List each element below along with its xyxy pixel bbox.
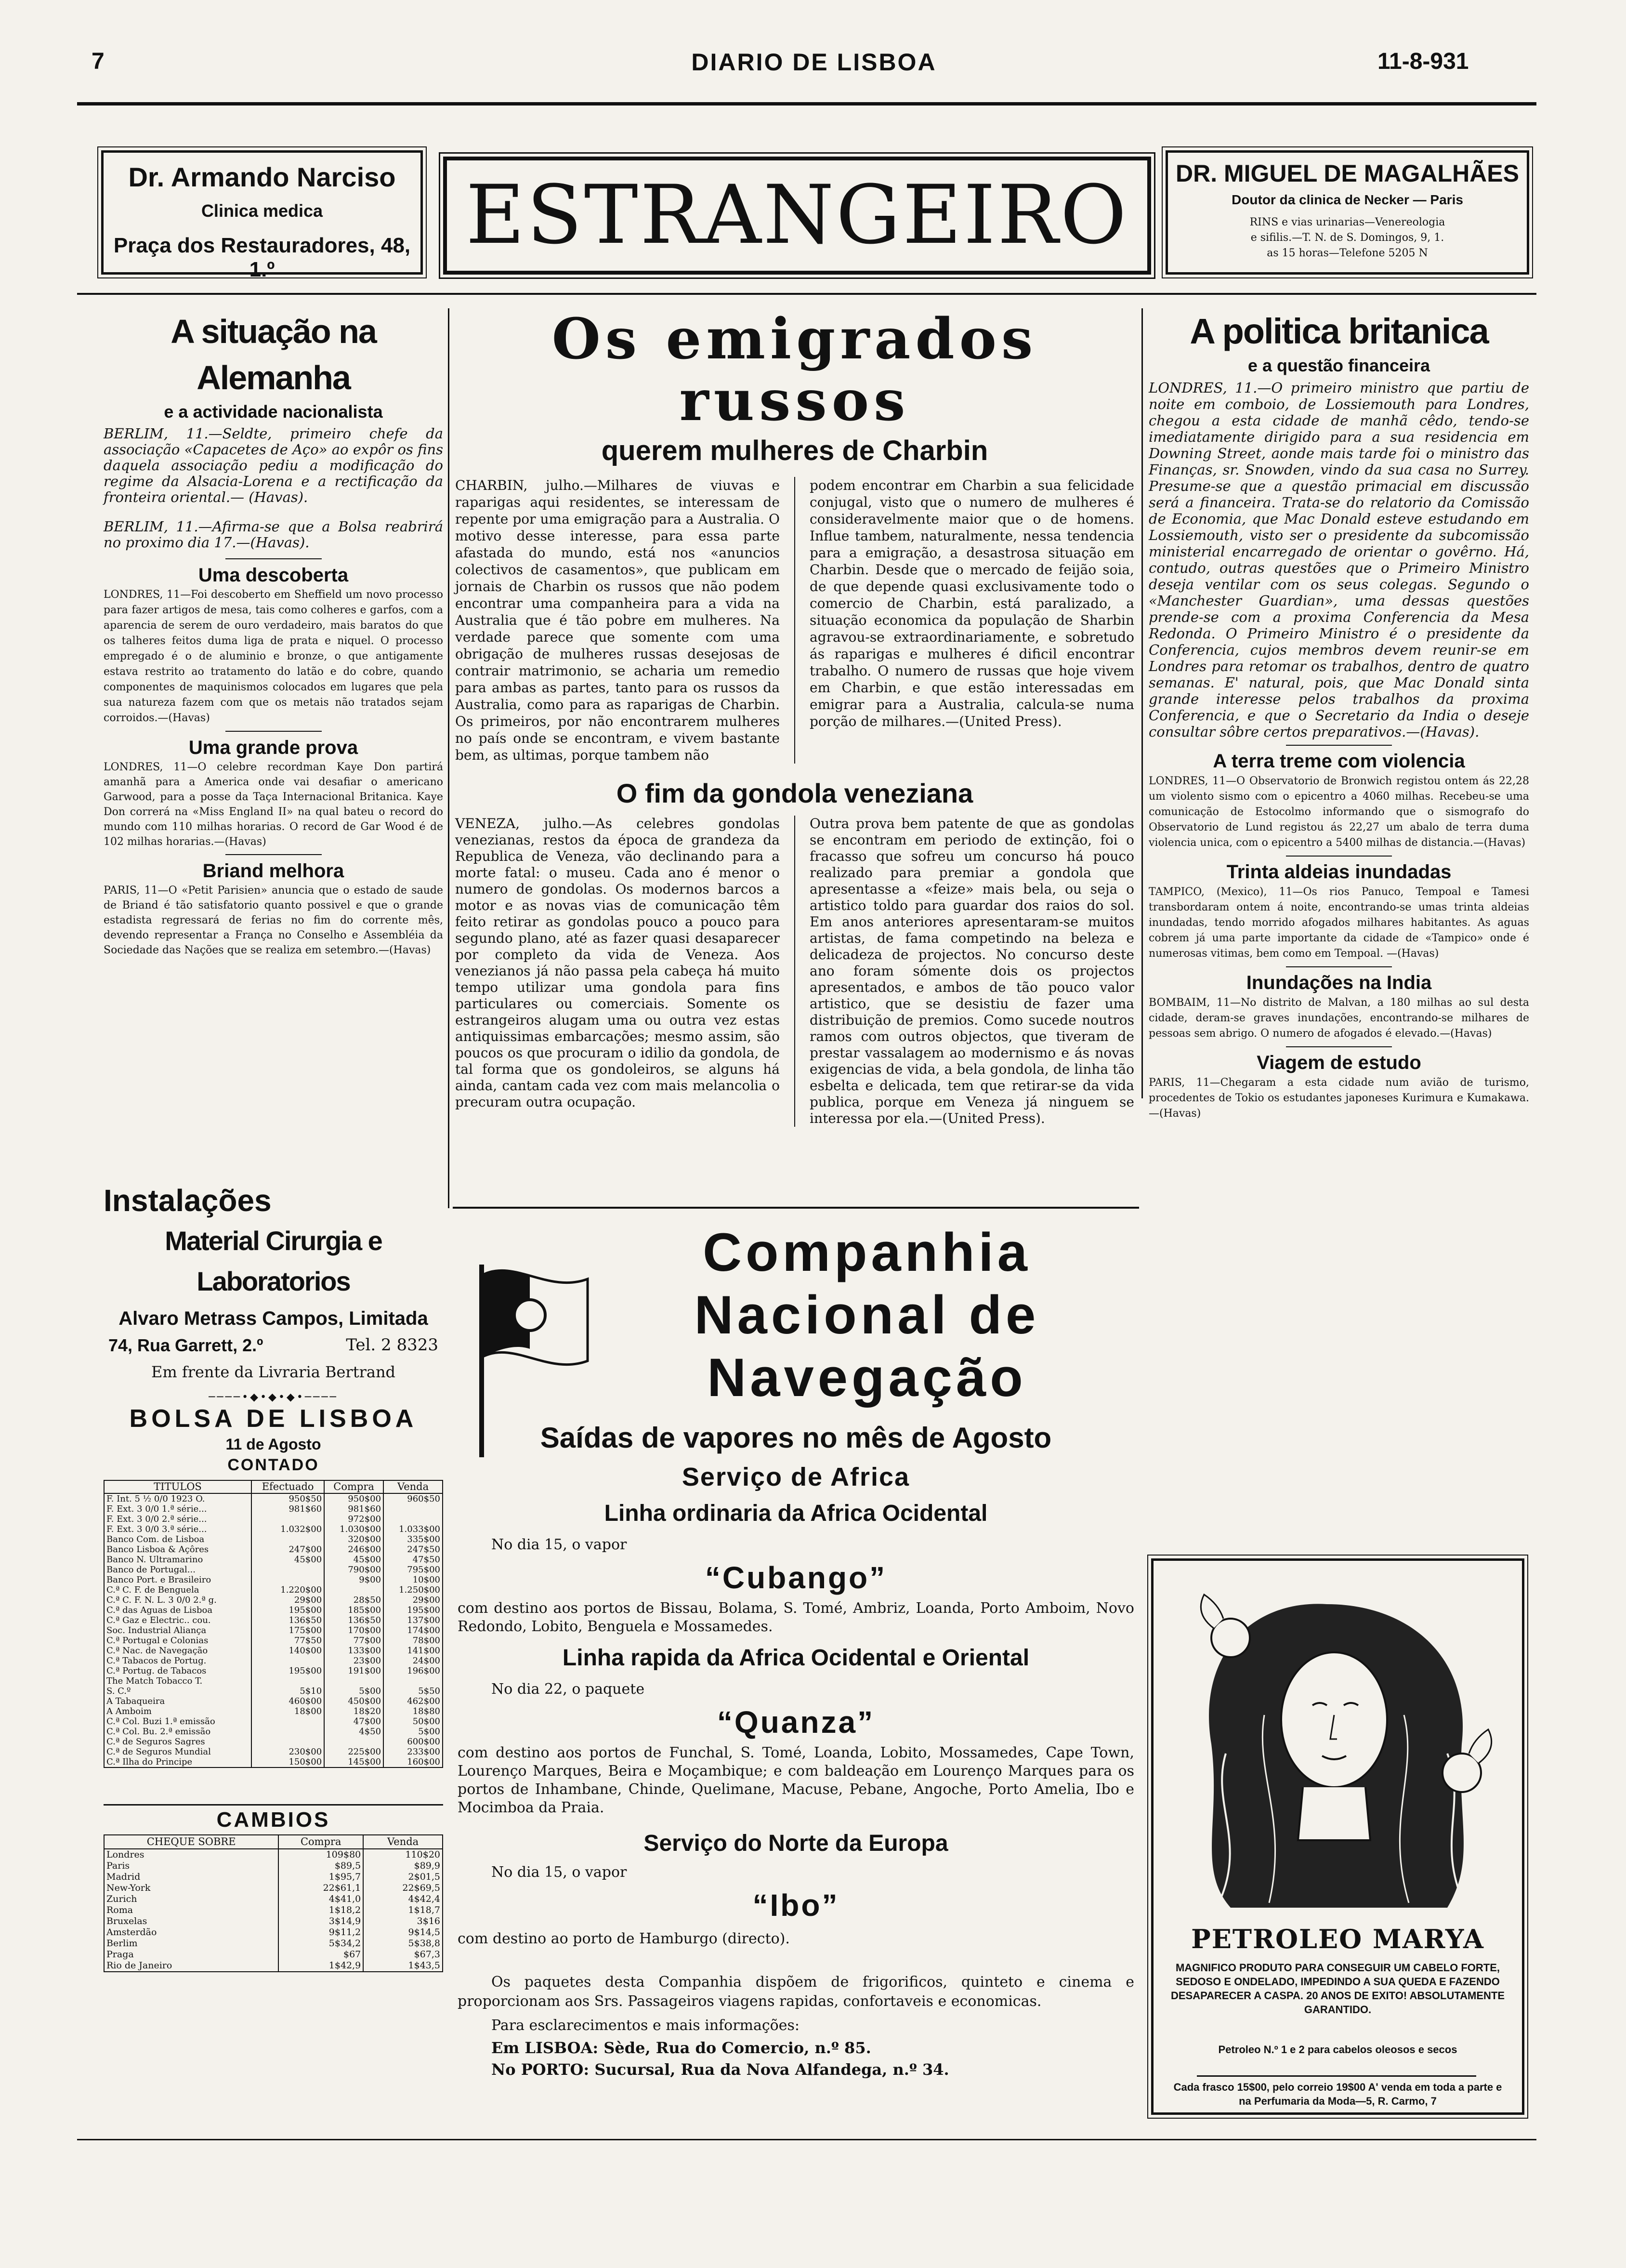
- ad-marya: [1151, 1558, 1524, 2115]
- divider: [225, 558, 322, 559]
- ad-narciso: [101, 150, 423, 281]
- cambios-cell: 3$14,9: [278, 1916, 363, 1927]
- bolsa-cell: F. Int. 5 ½ 0/0 1923 O.: [104, 1493, 251, 1504]
- bolsa-cell: C.ª C. F. de Benguela: [104, 1585, 251, 1595]
- bolsa-cell: C.ª Portug. de Tabacos: [104, 1666, 251, 1676]
- bolsa-cell: 45$00: [324, 1555, 383, 1565]
- bolsa-cell: 247$50: [383, 1544, 443, 1555]
- bolsa-cell: 77$00: [324, 1635, 383, 1646]
- divider: [1286, 1046, 1392, 1047]
- bolsa-cell: 174$00: [383, 1625, 443, 1635]
- bolsa-cell: Banco Com. de Lisboa: [104, 1534, 251, 1544]
- bolsa-table: [104, 1480, 443, 1768]
- ad-instalacoes-near: Em frente da Livraria Bertrand: [151, 1363, 396, 1381]
- bolsa-row: [104, 1696, 443, 1706]
- cambios-cell: New-York: [104, 1883, 278, 1894]
- bolsa-cell: 335$00: [383, 1534, 443, 1544]
- bolsa-cell: 185$00: [324, 1605, 383, 1615]
- bolsa-date: 11 de Agosto: [225, 1436, 321, 1453]
- cambios-header-cell: Venda: [363, 1835, 443, 1849]
- bolsa-cell: 140$00: [251, 1646, 324, 1656]
- header-rule: [77, 102, 1536, 105]
- bolsa-cell: 133$00: [324, 1646, 383, 1656]
- cambios-header-cell: CHEQUE SOBRE: [104, 1835, 278, 1849]
- cambios-top-rule: [104, 1804, 443, 1806]
- article-race-title: Uma grande prova: [188, 737, 358, 758]
- cambios-row: [104, 1894, 443, 1905]
- bolsa-row: [104, 1747, 443, 1757]
- bolsa-section: [104, 1392, 443, 1768]
- ad-narciso-name: Dr. Armando Narciso: [128, 162, 396, 192]
- bolsa-cell: 18$00: [251, 1706, 324, 1716]
- bolsa-cell: 320$00: [324, 1534, 383, 1544]
- bolsa-row: [104, 1524, 443, 1534]
- cambios-row: [104, 1849, 443, 1860]
- bolsa-cell: [383, 1504, 443, 1514]
- bolsa-cell: [251, 1534, 324, 1544]
- cambios-cell: Londres: [104, 1849, 278, 1860]
- bolsa-row: [104, 1656, 443, 1666]
- bolsa-row: [104, 1757, 443, 1767]
- ad-companhia-desc3: com destino ao porto de Hamburgo (directo).: [458, 1930, 790, 1947]
- bolsa-row: [104, 1565, 443, 1575]
- ad-companhia-date2: No dia 22, o paquete: [491, 1681, 645, 1698]
- cambios-row: [104, 1960, 443, 1972]
- cambios-cell: Madrid: [104, 1872, 278, 1883]
- ad-narciso-address: Praça dos Restauradores, 48, 1.º: [113, 234, 411, 281]
- column-right: [1149, 308, 1529, 1126]
- bolsa-cell: 24$00: [383, 1656, 443, 1666]
- bolsa-cell: 195$00: [251, 1666, 324, 1676]
- cambios-title: CAMBIOS: [216, 1808, 330, 1832]
- bolsa-cell: F. Ext. 3 0/0 3.ª série...: [104, 1524, 251, 1534]
- bolsa-cell: C.ª Col. Buzi 1.ª emissão: [104, 1716, 251, 1727]
- article-germany-subtitle: e a actividade nacionalista: [164, 402, 383, 422]
- cambios-cell: Zurich: [104, 1894, 278, 1905]
- article-britain-subtitle: e a questão financeira: [1247, 356, 1430, 375]
- bolsa-cell: 225$00: [324, 1747, 383, 1757]
- ad-instalacoes-line1: Material Cirurgia e Laboratorios: [165, 1226, 382, 1296]
- bolsa-cell: 972$00: [324, 1514, 383, 1524]
- bolsa-row: [104, 1585, 443, 1595]
- bolsa-cell: 5$00: [324, 1686, 383, 1696]
- ad-companhia-service2: Serviço do Norte da Europa: [643, 1831, 948, 1856]
- bolsa-cell: 1.250$00: [383, 1585, 443, 1595]
- cambios-row: [104, 1905, 443, 1916]
- cambios-row: [104, 1872, 443, 1883]
- ad-companhia-desc1: com destino aos portos de Bissau, Bolama, S. Tomé, Ambriz, Loanda, Porto Amboim, Novo Redondo, Lobito, Benguela e Mossamedes.: [458, 1600, 1134, 1635]
- bolsa-cell: 28$50: [324, 1595, 383, 1605]
- bolsa-cell: 981$60: [324, 1504, 383, 1514]
- bolsa-ornament: ────•◆•◆•◆•────: [209, 1391, 338, 1403]
- bolsa-cell: 4$50: [324, 1727, 383, 1737]
- ad-instalacoes-title: Instalações: [104, 1183, 272, 1218]
- bolsa-cell: 233$00: [383, 1747, 443, 1757]
- ad-magalhaes-line2: RINS e vias urinarias—Venereologia: [1249, 216, 1445, 228]
- bolsa-cell: 18$20: [324, 1706, 383, 1716]
- page-header: [0, 48, 1626, 77]
- article-britain-text: LONDRES, 11.—O primeiro ministro que partiu de noite em comboio, de Lossiemouth para Londres, chegou a esta cidade de manhã cêdo, tendo-se imediatamente dirigido para a sua residencia em Downing Street, aonde mais tarde foi o ministro das Finanças, sr. Snowden, vindo da sua casa no Surrey. Presume-se que a questão primacial em discussão será a financeira. Trata-se do relatorio da Comissão de Economia, que Mac Donald esteve estudando em Lossiemouth, visto ser o presidente da subcomissão ministerial encarregado de orientar o govêrno. Há, contudo, outras questões que o Primeiro Ministro deseja ventilar com os seus colegas. Segundo o «Manchester Guardian», uma dessas questões prende-se com a proxima Conferencia da Mesa Redonda. O Primeiro Ministro é o presidente da Conferencia, cujos membros devem reunir-se em Londres para retomar os trabalhos, dentro de quatro semanas. E' natural, pois, que Mac Donald sinta grande interesse pelos trabalhos da proxima Conferencia, e que o Secretario da India o deseje consultar sôbre certos preparativos.—(Havas).: [1149, 380, 1529, 740]
- ad-companhia-top-rule: [453, 1207, 1139, 1209]
- bolsa-row: [104, 1727, 443, 1737]
- page-number: 7: [92, 49, 105, 74]
- bolsa-cell: C.ª de Seguros Sagres: [104, 1737, 251, 1747]
- bolsa-cell: 29$00: [251, 1595, 324, 1605]
- bolsa-row: [104, 1716, 443, 1727]
- bolsa-cell: 141$00: [383, 1646, 443, 1656]
- ad-companhia-desc2: com destino aos portos de Funchal, S. Tomé, Loanda, Lobito, Mossamedes, Cape Town, Lourenço Marques, Beira e Moçambique; e com baldeação em Lourenço Marques para os portos de Inhambane, Chinde, Quelimane, Macuse, Pebane, Angoche, Porto Amelia, Ibo e Mocimboa da Praia.: [458, 1744, 1134, 1816]
- bolsa-cell: 47$50: [383, 1555, 443, 1565]
- bolsa-cell: Banco Lisboa & Açôres: [104, 1544, 251, 1555]
- ad-marya-variants: Petroleo N.º 1 e 2 para cabelos oleosos e secos: [1218, 2044, 1457, 2056]
- bolsa-cell: 50$00: [383, 1716, 443, 1727]
- article-india-title: Inundações na India: [1246, 972, 1432, 993]
- cambios-cell: 5$34,2: [278, 1938, 363, 1949]
- bolsa-cell: [383, 1514, 443, 1524]
- cambios-cell: Rio de Janeiro: [104, 1960, 278, 1972]
- cambios-cell: $67,3: [363, 1949, 443, 1960]
- ad-companhia-info: Para esclarecimentos e mais informações:: [491, 2017, 800, 2034]
- bolsa-cell: 137$00: [383, 1615, 443, 1625]
- bolsa-cell: C.ª Ilha do Principe: [104, 1757, 251, 1767]
- cambios-cell: 110$20: [363, 1849, 443, 1860]
- article-russians-col-b: podem encontrar em Charbin a sua felicidade conjugal, visto que o numero de mulheres é consideravelmente maior que o de homens. Influe tambem, naturalmente, nessa tendencia para a emigração, a desastrosa situação em Charbin. Desde que o mercado de feijão soia, de que depende quasi exclusivamente todo o comercio de Charbin, está paralizado, a situação economica da população de Sharbin agravou-se extraordinariamente, e sobretudo ás raparigas e mulheres é dificil encontrar trabalho. O numero de russas que hoje vivem em Charbin, e que estão interessadas em emigrar para a Australia, calcula-se numa porção de milhares.—(United Press).: [810, 477, 1134, 729]
- bolsa-cell: 195$00: [383, 1605, 443, 1615]
- column-left: [104, 308, 443, 963]
- bolsa-cell: 960$50: [383, 1493, 443, 1504]
- bolsa-cell: 600$00: [383, 1737, 443, 1747]
- bolsa-row: [104, 1706, 443, 1716]
- article-germany-p2: BERLIM, 11.—Afirma-se que a Bolsa reabrirá no proximo dia 17.—(Havas).: [104, 518, 443, 551]
- bolsa-cell: 160$00: [383, 1757, 443, 1767]
- article-britain-title: A politica britanica: [1190, 311, 1488, 351]
- bolsa-cell: C.ª Col. Bu. 2.ª emissão: [104, 1727, 251, 1737]
- cambios-cell: $89,9: [363, 1860, 443, 1872]
- bolsa-row: [104, 1646, 443, 1656]
- bolsa-cell: 9$00: [324, 1575, 383, 1585]
- bolsa-cell: [324, 1737, 383, 1747]
- bolsa-cell: Banco N. Ultramarino: [104, 1555, 251, 1565]
- bolsa-cell: [251, 1565, 324, 1575]
- ad-magalhaes: [1166, 150, 1529, 275]
- bolsa-cell: 23$00: [324, 1656, 383, 1666]
- article-russians-col-a: CHARBIN, julho.—Milhares de viuvas e raparigas aqui residentes, se interessam de repente por uma emigração para a Australia. O motivo desse interesse, para essa parte afastada do mundo, está nos «anuncios colectivos de casamentos», que publicam em jornais de Charbin os russos que não podem encontrar uma companheira para a vida na Australia que é tão pobre em mulheres. Na verdade parece que somente com uma obrigação de mulheres russas desejosas de contrair matrimonio, se acharia um remedio para ambas as partes, tanto para os russos da Australia, como para as raparigas de Charbin. Os primeiros, por não encontrarem mulheres no país onde se encontram, e vivem bastante bem, as ultimas, porque tambem não: [455, 477, 780, 763]
- ad-magalhaes-name: DR. MIGUEL DE MAGALHÃES: [1176, 160, 1519, 187]
- ad-companhia-line1: Linha ordinaria da Africa Ocidental: [604, 1501, 988, 1526]
- bolsa-cell: 462$00: [383, 1696, 443, 1706]
- bolsa-row: [104, 1635, 443, 1646]
- bolsa-cell: 950$00: [324, 1493, 383, 1504]
- section-title-box: [443, 157, 1151, 275]
- bolsa-cell: 45$00: [251, 1555, 324, 1565]
- bolsa-cell: A Amboim: [104, 1706, 251, 1716]
- bolsa-cell: 1.032$00: [251, 1524, 324, 1534]
- article-trip-title: Viagem de estudo: [1257, 1052, 1421, 1073]
- ad-companhia-lisboa: Em LISBOA: Sède, Rua do Comercio, n.º 85.: [491, 2039, 871, 2057]
- bolsa-row: [104, 1544, 443, 1555]
- bolsa-cell: 460$00: [251, 1696, 324, 1706]
- bolsa-cell: [251, 1676, 324, 1686]
- cambios-cell: 9$11,2: [278, 1927, 363, 1938]
- bolsa-cell: 1.220$00: [251, 1585, 324, 1595]
- column-center: [455, 308, 1134, 1127]
- ad-companhia-name1: Companhia: [703, 1222, 1031, 1282]
- cambios-cell: 1$43,5: [363, 1960, 443, 1972]
- cambios-section: [104, 1804, 443, 1972]
- cambios-cell: 1$95,7: [278, 1872, 363, 1883]
- bolsa-cell: C.ª Gaz e Electric.. cou.: [104, 1615, 251, 1625]
- cambios-cell: Paris: [104, 1860, 278, 1872]
- ad-companhia: [453, 1207, 1139, 2132]
- cambios-row: [104, 1860, 443, 1872]
- bolsa-cell: 230$00: [251, 1747, 324, 1757]
- ad-marya-brand: PETROLEO MARYA: [1191, 1924, 1484, 1954]
- ad-companhia-note: Os paquetes desta Companhia dispõem de frigorificos, quinteto e cinema e proporcionam aos Srs. Passageiros viagens rapidas, confortaveis e economicas.: [458, 1974, 1134, 2010]
- bolsa-cell: 136$50: [251, 1615, 324, 1625]
- cambios-cell: 2$01,5: [363, 1872, 443, 1883]
- bolsa-title: BOLSA DE LISBOA: [129, 1405, 418, 1433]
- bolsa-cell: [251, 1716, 324, 1727]
- ad-narciso-specialty: Clinica medica: [201, 201, 323, 221]
- article-discovery-title: Uma descoberta: [198, 565, 349, 586]
- bolsa-row: [104, 1555, 443, 1565]
- cambios-cell: Bruxelas: [104, 1916, 278, 1927]
- bolsa-cell: 175$00: [251, 1625, 324, 1635]
- bolsa-cell: [251, 1737, 324, 1747]
- article-briand-text: PARIS, 11—O «Petit Parisien» anuncia que o estado de saude de Briand é tão satisfatorio quanto possivel e que o grande estadista regressará de ferias no fim do corrente mês, devendo representar a França no Conselho e Assembléia da Sociedade das Nações que se realiza em setembro.—(Havas): [104, 884, 443, 956]
- bolsa-cell: 29$00: [383, 1595, 443, 1605]
- bolsa-cell: [251, 1727, 324, 1737]
- bolsa-row: [104, 1666, 443, 1676]
- ad-companhia-service1: Serviço de Africa: [682, 1463, 910, 1491]
- bolsa-row: [104, 1625, 443, 1635]
- cambios-row: [104, 1938, 443, 1949]
- ad-instalacoes: [104, 1180, 443, 1383]
- cambios-cell: Berlim: [104, 1938, 278, 1949]
- divider: [1286, 745, 1392, 746]
- bolsa-cell: [251, 1656, 324, 1666]
- article-gondola-col-a: VENEZA, julho.—As celebres gondolas venezianas, restos da época de grandeza da Republica de Veneza, vão declinando para a morte fatal: o museu. Cada ano é menor o numero de gondolas. Os modernos barcos a motor e as novas vias de comunicação têm feito retirar as gondolas pouco a pouco para segundo plano, até as fazer quasi desaparecer por completo da vida de Veneza. Aos venezianos já não passa pela cabeça há muito tempo utilizar uma gondola para fins particulares ou comerciais. Somente os estrangeiros alugam uma ou outra vez estas antiquissimas embarcações; mesmo assim, são poucos os que procuram o idilio da gondola, de tal forma que os gondoleiros, se alguns há ainda, cantam cada vez com mais melancolia o precuram outra ocupação.: [455, 816, 780, 1110]
- bolsa-cell: 247$00: [251, 1544, 324, 1555]
- cambios-row: [104, 1949, 443, 1960]
- bolsa-cell: 170$00: [324, 1625, 383, 1635]
- bolsa-cell: [324, 1676, 383, 1686]
- article-germany-p1: BERLIM, 11.—Seldte, primeiro chefe da associação «Capacetes de Aço» ao expôr os fins daquela associação pediu a modificação do regime da Alsacia-Lorena e a rectificação da fronteira oriental.— (Havas).: [104, 425, 443, 505]
- cambios-cell: 3$16: [363, 1916, 443, 1927]
- cambios-cell: 5$38,8: [363, 1938, 443, 1949]
- col-divider-1: [448, 308, 449, 1208]
- bolsa-cell: 950$50: [251, 1493, 324, 1504]
- bolsa-cell: 18$80: [383, 1706, 443, 1716]
- col-divider-2: [1141, 308, 1143, 1098]
- bolsa-cell: 981$60: [251, 1504, 324, 1514]
- bolsa-header-cell: TITULOS: [104, 1480, 251, 1493]
- cambios-cell: 9$14,5: [363, 1927, 443, 1938]
- bolsa-cell: 5$10: [251, 1686, 324, 1696]
- bolsa-cell: C.ª Nac. de Navegação: [104, 1646, 251, 1656]
- ad-companhia-line2: Linha rapida da Africa Ocidental e Oriental: [562, 1645, 1030, 1671]
- cambios-cell: Praga: [104, 1949, 278, 1960]
- bolsa-cell: The Match Tobacco T.: [104, 1676, 251, 1686]
- article-villages-text: TAMPICO, (Mexico), 11—Os rios Panuco, Tempoal e Tamesi transbordaram ontem á noite, encontrando-se umas trinta aldeias inundadas, tendo morrido afogados milhares habitantes. As aguas cobrem já uma parte importante da cidade de «Tampico» onde é numerosas vitimas, bem como em Tempoal. —(Havas): [1149, 886, 1529, 960]
- cambios-cell: 4$41,0: [278, 1894, 363, 1905]
- article-germany-title: A situação na Alemanha: [170, 313, 376, 396]
- bolsa-cell: 191$00: [324, 1666, 383, 1676]
- bolsa-cell: 196$00: [383, 1666, 443, 1676]
- ad-companhia-date3: No dia 15, o vapor: [491, 1864, 627, 1881]
- cambios-table: [104, 1834, 443, 1972]
- bolsa-cell: F. Ext. 3 0/0 1.ª série...: [104, 1504, 251, 1514]
- ad-companhia-date1: No dia 15, o vapor: [491, 1536, 627, 1553]
- ad-companhia-ship3: “Ibo”: [752, 1888, 839, 1923]
- article-quake-text: LONDRES, 11—O Observatorio de Bronwich registou ontem ás 22,28 um violento sismo com o epicentro a 4060 milhas. Recebeu-se uma comunicação de Estocolmo informando que o sismografo do Observatorio de Lund registou ás 22,27 um abalo de terra duma violencia unica, com o epicentro a 5400 milhas de distancia.—(Havas): [1149, 775, 1529, 849]
- ad-marya-price: Cada frasco 15$00, pelo correio 19$00 A' venda em toda a parte e na Perfumaria da Moda—5, R. Carmo, 7: [1173, 2081, 1502, 2107]
- cambios-row: [104, 1916, 443, 1927]
- woman-hair-illustration: [1168, 1570, 1510, 1917]
- bolsa-cell: C.ª Portugal e Colonias: [104, 1635, 251, 1646]
- bolsa-row: [104, 1686, 443, 1696]
- ad-companhia-name2: Nacional de: [694, 1285, 1040, 1345]
- bolsa-row: [104, 1615, 443, 1625]
- cambios-cell: 1$18,7: [363, 1905, 443, 1916]
- bolsa-cell: 795$00: [383, 1565, 443, 1575]
- bolsa-cell: [383, 1676, 443, 1686]
- cambios-cell: 109$80: [278, 1849, 363, 1860]
- bolsa-cell: 47$00: [324, 1716, 383, 1727]
- bolsa-cell: A Tabaqueira: [104, 1696, 251, 1706]
- ad-magalhaes-line3: e sifilis.—T. N. de S. Domingos, 9, 1.: [1250, 232, 1444, 244]
- cambios-cell: Amsterdão: [104, 1927, 278, 1938]
- bolsa-cell: 1.030$00: [324, 1524, 383, 1534]
- bolsa-cell: C.ª das Aguas de Lisboa: [104, 1605, 251, 1615]
- ad-magalhaes-line1: Doutor da clinica de Necker — Paris: [1232, 192, 1463, 207]
- article-trip-text: PARIS, 11—Chegaram a esta cidade num avião de turismo, procedentes de Tokio os estudantes japoneses Kurimura e Kumakawa. —(Havas): [1149, 1077, 1529, 1120]
- cambios-cell: 4$42,4: [363, 1894, 443, 1905]
- ad-companhia-headline: Saídas de vapores no mês de Agosto: [540, 1422, 1052, 1454]
- bolsa-cell: Banco Port. e Brasileiro: [104, 1575, 251, 1585]
- bolsa-row: [104, 1676, 443, 1686]
- bolsa-row: [104, 1737, 443, 1747]
- ad-instalacoes-tel: Tel. 2 8323: [346, 1335, 438, 1355]
- cambios-cell: $89,5: [278, 1860, 363, 1872]
- bottom-rule: [77, 2139, 1536, 2140]
- bolsa-cell: 78$00: [383, 1635, 443, 1646]
- bolsa-row: [104, 1493, 443, 1504]
- ad-magalhaes-line4: as 15 horas—Telefone 5205 N: [1267, 247, 1428, 259]
- bolsa-cell: 5$50: [383, 1686, 443, 1696]
- bolsa-cell: C.ª Tabacos de Portug.: [104, 1656, 251, 1666]
- article-india-text: BOMBAIM, 11—No distrito de Malvan, a 180 milhas ao sul desta cidade, deram-se graves inundações, encontrando-se milhares de pessoas sem abrigo. O numero de afogados é elevado.—(Havas): [1149, 997, 1529, 1040]
- bolsa-cell: 790$00: [324, 1565, 383, 1575]
- bolsa-cell: 136$50: [324, 1615, 383, 1625]
- article-quake-title: A terra treme com violencia: [1213, 751, 1465, 772]
- bolsa-cell: 150$00: [251, 1757, 324, 1767]
- cambios-cell: 22$61,1: [278, 1883, 363, 1894]
- bolsa-cell: S. C.º: [104, 1686, 251, 1696]
- bolsa-row: [104, 1514, 443, 1524]
- divider: [1286, 856, 1392, 857]
- bolsa-cell: 246$00: [324, 1544, 383, 1555]
- ad-marya-rule: [1197, 2075, 1476, 2077]
- bolsa-cell: 10$00: [383, 1575, 443, 1585]
- bolsa-row: [104, 1534, 443, 1544]
- issue-date: 11-8-931: [1377, 49, 1469, 74]
- ad-instalacoes-line2: Alvaro Metrass Campos, Limitada: [118, 1308, 428, 1329]
- article-gondola-title: O fim da gondola veneziana: [616, 778, 973, 808]
- cambios-cell: Roma: [104, 1905, 278, 1916]
- inner-divider: [794, 816, 795, 1127]
- bolsa-row: [104, 1595, 443, 1605]
- cambios-cell: 1$42,9: [278, 1960, 363, 1972]
- bolsa-row: [104, 1575, 443, 1585]
- cambios-cell: $67: [278, 1949, 363, 1960]
- ad-marya-claim: MAGNIFICO PRODUTO PARA CONSEGUIR UM CABELO FORTE, SEDOSO E ONDELADO, IMPEDINDO A SUA QUEDA E FAZENDO DESAPARECER A CASPA. 20 ANOS DE EXITO! ABSOLUTAMENTE GARANTIDO.: [1170, 1962, 1505, 2016]
- ads-rule: [77, 293, 1536, 295]
- ad-companhia-ship1: “Cubango”: [705, 1560, 887, 1595]
- ad-companhia-porto: No PORTO: Sucursal, Rua da Nova Alfandega, n.º 34.: [491, 2060, 949, 2079]
- ad-companhia-ship2: “Quanza”: [717, 1705, 875, 1740]
- bolsa-row: [104, 1605, 443, 1615]
- bolsa-subtitle: CONTADO: [227, 1456, 319, 1474]
- bolsa-row: [104, 1504, 443, 1514]
- cambios-row: [104, 1927, 443, 1938]
- inner-divider: [794, 477, 795, 764]
- article-discovery-text: LONDRES, 11—Foi descoberto em Sheffield um novo processo para fazer artigos de mesa, tais como colheres e garfos, com a aparencia de serem de ouro verdadeiro, mais baratos do que os talheres feitos duma liga de prata e niquel. O processo empregado é o de aluminio e bronze, o que antigamente estava restrito ao tratamento do latão e do cobre, quando componentes de maquinismos colocados em lugares que pela sua natureza fazem com que os metais não tratados sejam corroidos.—(Havas): [104, 589, 443, 724]
- bolsa-cell: [251, 1575, 324, 1585]
- bolsa-cell: Banco de Portugal...: [104, 1565, 251, 1575]
- ad-instalacoes-address: 74, Rua Garrett, 2.º: [108, 1335, 263, 1355]
- bolsa-header-cell: Venda: [383, 1480, 443, 1493]
- ad-companhia-name3: Navegação: [707, 1347, 1027, 1408]
- divider: [225, 731, 322, 732]
- divider: [1286, 966, 1392, 967]
- bolsa-cell: C.ª de Seguros Mundial: [104, 1747, 251, 1757]
- bolsa-header-cell: Compra: [324, 1480, 383, 1493]
- bolsa-cell: 145$00: [324, 1757, 383, 1767]
- article-russians-title: Os emigrados russos: [551, 306, 1038, 434]
- section-title: ESTRANGEIRO: [465, 168, 1129, 262]
- article-russians-subtitle: querem mulheres de Charbin: [601, 435, 988, 466]
- bolsa-cell: 450$00: [324, 1696, 383, 1706]
- bolsa-cell: [324, 1585, 383, 1595]
- cambios-row: [104, 1883, 443, 1894]
- article-villages-title: Trinta aldeias inundadas: [1226, 861, 1452, 883]
- article-gondola-col-b: Outra prova bem patente de que as gondolas se encontram em periodo de extinção, foi o fracasso que sofreu um concurso há pouco realizado para premiar a gondola que apresentasse a «feize» mais bela, ou seja o artistico toldo para guardar dos raios do sol. Em anos anteriores apresentaram-se muitos artistas, de fama competindo na beleza e delicadeza de projectos. No concurso deste ano foram sómente dois os projectos apresentados, e ambos de tão pouco valor artistico, que se desistiu de fazer uma distribuição de premios. Como sucede noutros ramos com outros objectos, que tiveram de prestar vassalagem ao modernismo e ás novas exigencias de vida, a bela gondola, de linha tão esbelta e delicada, tem que retirar-se da vida publica, porque em Veneza já ninguem se interessa por ela.—(United Press).: [810, 816, 1134, 1126]
- masthead: DIARIO DE LISBOA: [691, 49, 937, 76]
- cambios-cell: 1$18,2: [278, 1905, 363, 1916]
- divider: [225, 854, 322, 855]
- cambios-cell: 22$69,5: [363, 1883, 443, 1894]
- bolsa-cell: C.ª C. F. N. L. 3 0/0 2.ª g.: [104, 1595, 251, 1605]
- bolsa-cell: F. Ext. 3 0/0 2.ª série...: [104, 1514, 251, 1524]
- article-race-text: LONDRES, 11—O celebre recordman Kaye Don partirá amanhã para a America onde vai desafiar o americano Garwood, para a posse da Taça Internacional Britanica. Kaye Don correrá na «Miss England II» na qual bateu o record do mundo com 110 milhas horarias. O record de Gar Wood é de 102 milhas horarias.—(Havas): [104, 761, 443, 848]
- cambios-header-cell: Compra: [278, 1835, 363, 1849]
- article-briand-title: Briand melhora: [202, 860, 344, 882]
- bolsa-cell: Soc. Industrial Aliança: [104, 1625, 251, 1635]
- bolsa-cell: [251, 1514, 324, 1524]
- bolsa-cell: 195$00: [251, 1605, 324, 1615]
- bolsa-cell: 77$50: [251, 1635, 324, 1646]
- bolsa-cell: 1.033$00: [383, 1524, 443, 1534]
- bolsa-header-cell: Efectuado: [251, 1480, 324, 1493]
- bolsa-cell: 5$00: [383, 1727, 443, 1737]
